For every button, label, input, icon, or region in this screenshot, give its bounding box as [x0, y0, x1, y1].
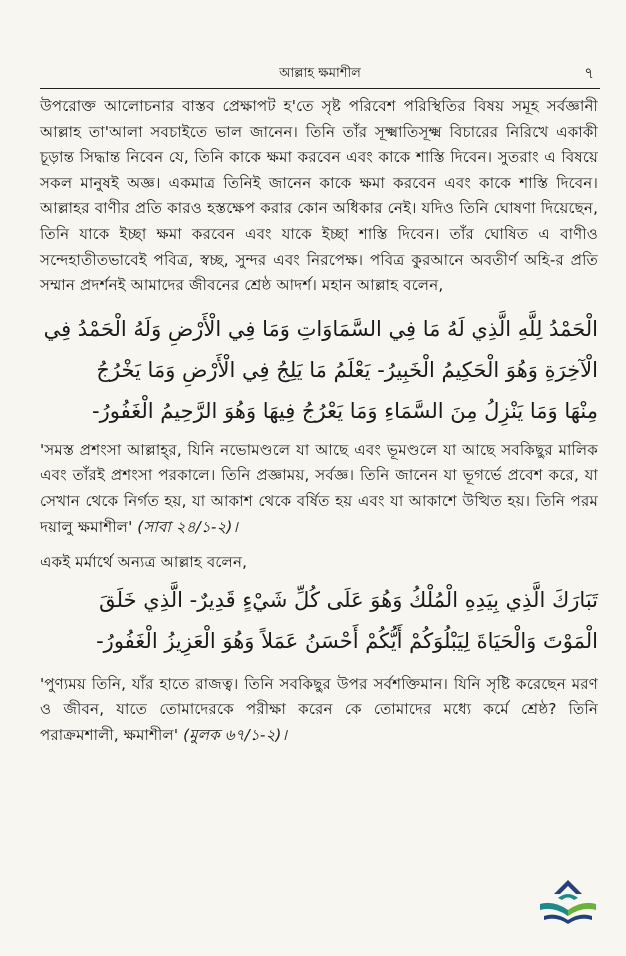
logo-arc-shape: [558, 894, 578, 900]
translation-1-reference: (সাবা ২৪/১-২)।: [137, 517, 238, 536]
page-number: ৭: [584, 64, 594, 82]
page-body: [40, 94, 598, 749]
second-intro: একই মর্মার্থে অন্যত্র আল্লাহ বলেন,: [40, 553, 248, 572]
logo-book-right-shape: [568, 903, 596, 916]
publisher-logo-icon: [536, 876, 600, 928]
intro-paragraph: উপরোক্ত আলোচনার বাস্তব প্রেক্ষাপট হ'তে সৃষ্ট পরিবেশ পরিস্থিতির বিষয় সমূহ সর্বজ্ঞানী আল্লাহ তা'আলা সবচাইতে ভাল জানেন। তিনি তাঁর সূক্ষ্মাতিসূক্ষ্ম বিচারের নিরিখে একাকী চূড়ান্ত সিদ্ধান্ত নিবেন যে, তিনি কাকে ক্ষমা করবেন এবং কাকে শাস্তি দিবেন। সুতরাং এ বিষয়ে সকল মানুষই অজ্ঞ। একমাত্র তিনিই জানেন কাকে ক্ষমা করবেন এবং কাকে শাস্তি দিবেন। আল্লাহর বাণীর প্রতি কারও হস্তক্ষেপ করার কোন অধিকার নেই। যদিও তিনি ঘোষণা দিয়েছেন, তিনি যাকে ইচ্ছা ক্ষমা করবেন এবং যাকে ইচ্ছা শাস্তি দিবেন। তাঁর ঘোষিত এ বাণীও সন্দেহাতীতভাবেই পবিত্র, স্বচ্ছ, সুন্দর এবং নিরপেক্ষ। পবিত্র কুরআনে অবতীর্ণ অহি-র প্রতি সম্মান প্রদর্শনই আমাদের জীবনের শ্রেষ্ঠ আদর্শ। মহান আল্লাহ বলেন,: [40, 97, 598, 295]
arabic-verse-1-line: مِنْهَا وَمَا يَنْزِلُ مِنَ السَّمَاءِ وَمَا يَعْرُجُ فِيهَا وَهُوَ الرَّحِيمُ الْغَفُورُ-: [92, 398, 598, 423]
arabic-verse-2-line: الْمَوْتَ وَالْحَيَاةَ لِيَبْلُوَكُمْ أَيُّكُمْ أَحْسَنُ عَمَلاً وَهُوَ الْعَزِيزُ الْغَفُورُ-: [96, 628, 598, 653]
arabic-verse-1-line: الْآخِرَةِ وَهُوَ الْحَكِيمُ الْخَبِيرُ- يَعْلَمُ مَا يَلِجُ فِي الْأَرْضِ وَمَا يَخْرُجُ: [96, 357, 598, 382]
translation-1: [40, 438, 598, 540]
translation-2-reference: (মুলক ৬৭/১-২)।: [183, 725, 287, 744]
arabic-verse-1-line: الْحَمْدُ لِلَّهِ الَّذِي لَهُ مَا فِي السَّمَاوَاتِ وَمَا فِي الْأَرْضِ وَلَهُ الْحَمْدُ فِي: [43, 316, 598, 341]
header-title: আল্লাহ ক্ষমাশীল: [279, 66, 361, 81]
translation-1-text: 'সমস্ত প্রশংসা আল্লাহ্‌র, যিনি নভোমণ্ডলে যা আছে এবং ভূমণ্ডলে যা আছে সবকিছুর মালিক এবং তাঁরই প্রশংসা পরকালে। তিনি প্রজ্ঞাময়, সর্বজ্ঞ। তিনি জানেন যা ভূগর্ভে প্রবেশ করে, যা সেখান থেকে নির্গত হয়, যা আকাশ থেকে বর্ষিত হয় এবং যা আকাশে উত্থিত হয়। তিনি পরম দয়ালু ক্ষমাশীল': [40, 440, 598, 536]
arabic-verse-1: [40, 309, 598, 432]
translation-2-text: 'পুণ্যময় তিনি, যাঁর হাতে রাজত্ব। তিনি সবকিছুর উপর সর্বশক্তিমান। যিনি সৃষ্টি করেছেন মরণ ও জীবন, যাতে তোমাদেরকে পরীক্ষা করেন কে তোমাদের মধ্যে কর্মে শ্রেষ্ঠ? তিনি পরাক্রমশালী, ক্ষমাশীল': [40, 674, 598, 744]
arabic-verse-2-line: تَبَارَكَ الَّذِي بِيَدِهِ الْمُلْكُ وَهُوَ عَلَى كُلِّ شَيْءٍ قَدِيرٌ- الَّذِي خَلَقَ: [99, 587, 598, 612]
logo-roof-shape: [554, 880, 582, 894]
logo-base-shape: [544, 915, 592, 924]
running-header: [40, 64, 600, 89]
translation-2: [40, 672, 598, 749]
logo-book-left-shape: [540, 903, 568, 916]
arabic-verse-2: [40, 580, 598, 662]
